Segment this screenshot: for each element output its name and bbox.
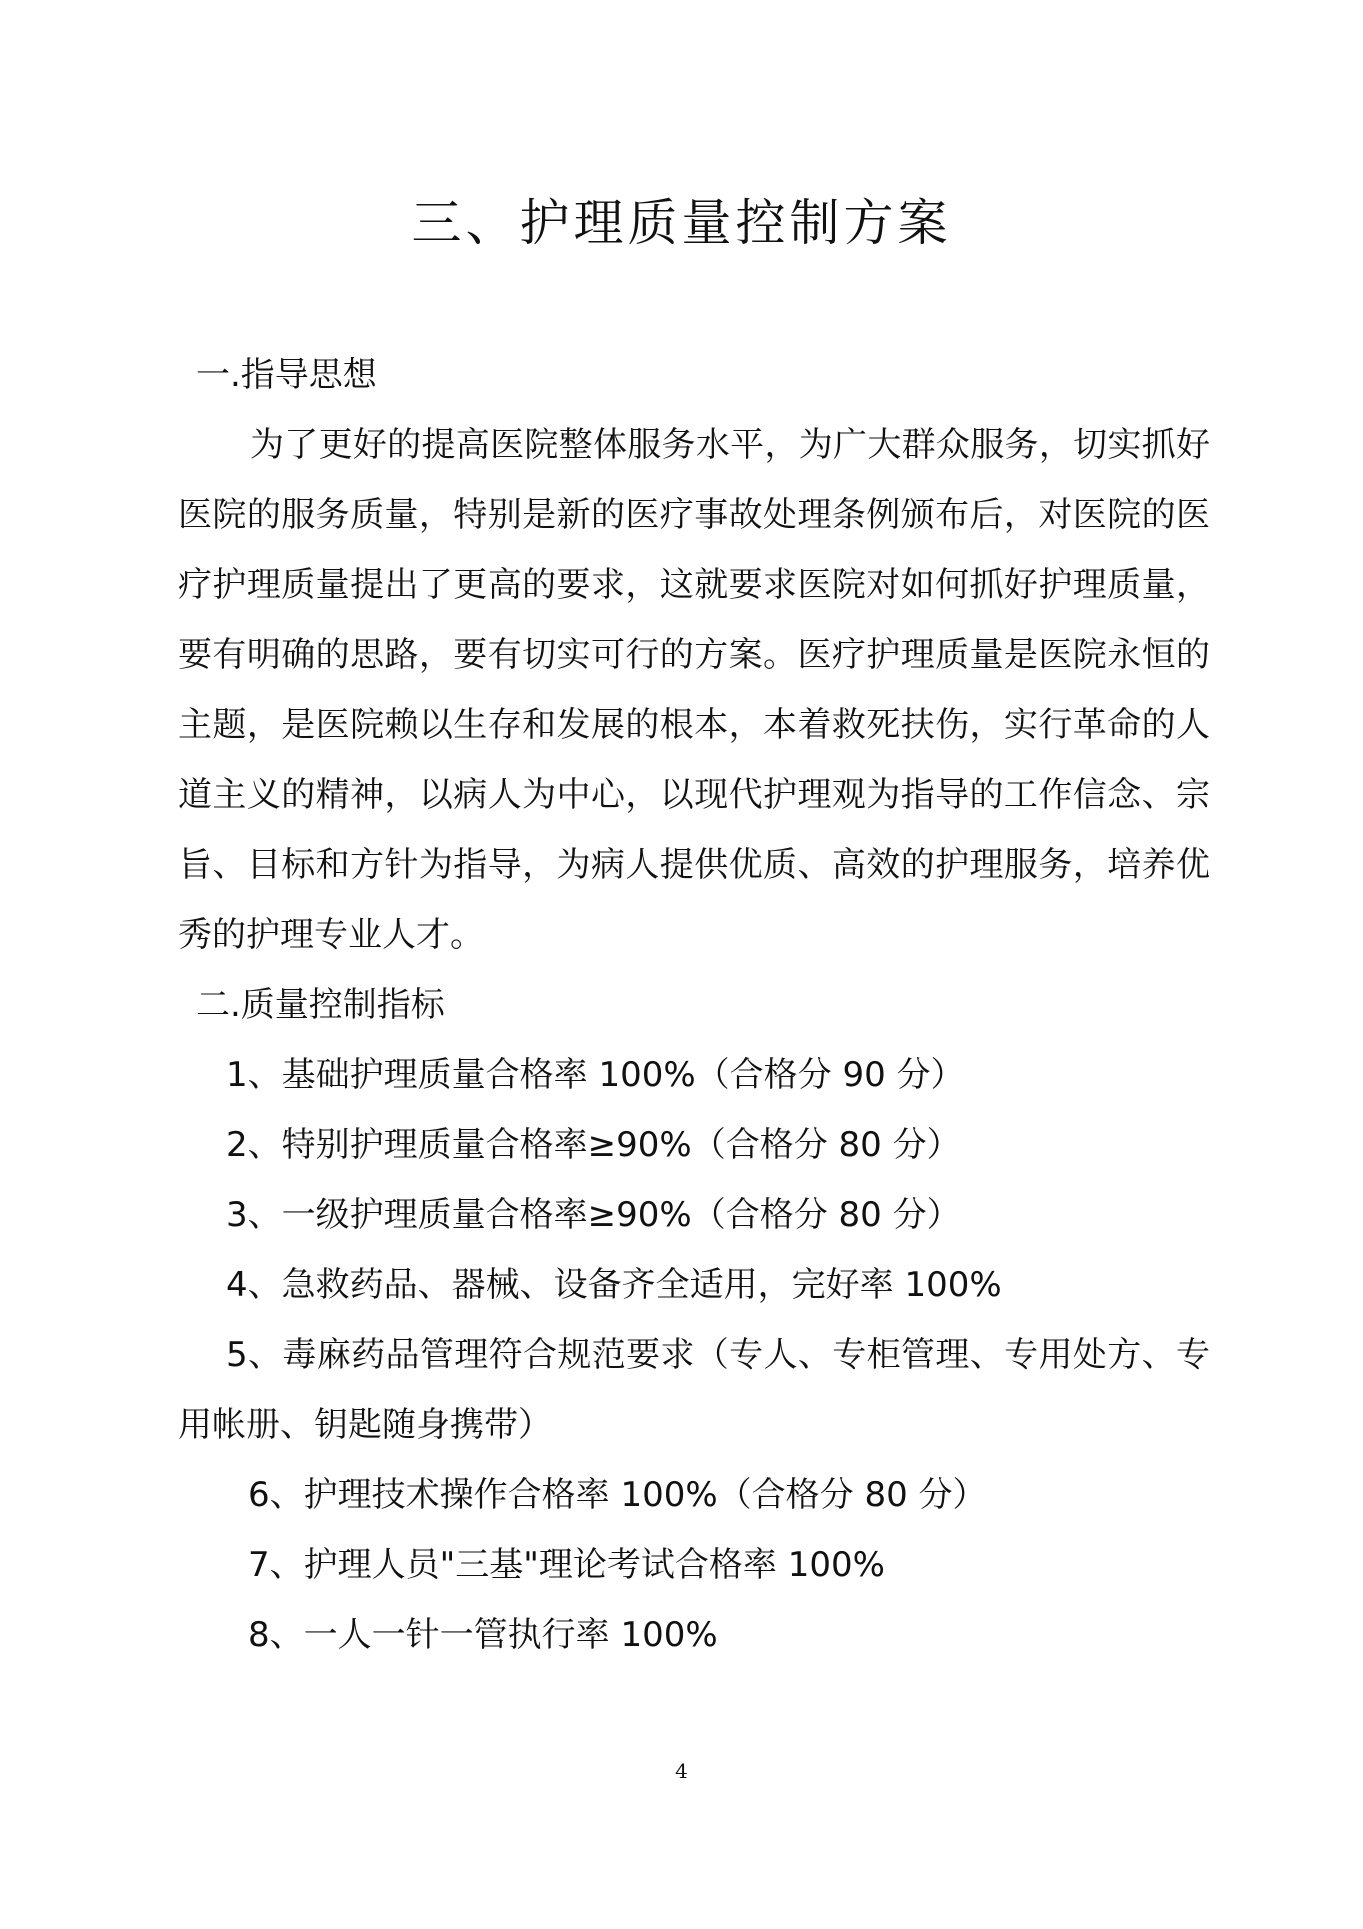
section-heading-guiding-ideology: 一.指导思想 — [196, 355, 377, 395]
quality-indicator-item-3: 3、一级护理质量合格率≥90%（合格分 80 分） — [226, 1195, 961, 1235]
page-title: 三、护理质量控制方案 — [411, 194, 952, 252]
paragraph-line-4: 要有明确的思路，要有切实可行的方案。医疗护理质量是医院永恒的 — [178, 635, 1210, 675]
paragraph-line-7: 旨、目标和方针为指导，为病人提供优质、高效的护理服务，培养优 — [178, 845, 1210, 885]
paragraph-line-6: 道主义的精神，以病人为中心，以现代护理观为指导的工作信念、宗 — [178, 775, 1210, 815]
quality-indicator-item-2: 2、特别护理质量合格率≥90%（合格分 80 分） — [226, 1125, 961, 1165]
section-heading-quality-indicators: 二.质量控制指标 — [196, 985, 445, 1025]
paragraph-line-1: 为了更好的提高医院整体服务水平，为广大群众服务，切实抓好 — [250, 425, 1210, 465]
quality-indicator-item-4: 4、急救药品、器械、设备齐全适用，完好率 100% — [226, 1265, 1002, 1305]
paragraph-line-8: 秀的护理专业人才。 — [178, 915, 484, 955]
quality-indicator-item-5-line-2: 用帐册、钥匙随身携带） — [178, 1405, 552, 1445]
paragraph-line-5: 主题，是医院赖以生存和发展的根本，本着救死扶伤，实行革命的人 — [178, 705, 1210, 745]
quality-indicator-item-5-line-1: 5、毒麻药品管理符合规范要求（专人、专柜管理、专用处方、专 — [226, 1335, 1210, 1375]
quality-indicator-item-6: 6、护理技术操作合格率 100%（合格分 80 分） — [248, 1475, 987, 1515]
quality-indicator-item-1: 1、基础护理质量合格率 100%（合格分 90 分） — [226, 1055, 965, 1095]
quality-indicator-item-8: 8、一人一针一管执行率 100% — [248, 1615, 718, 1655]
page-number: 4 — [675, 1759, 688, 1783]
paragraph-line-3: 疗护理质量提出了更高的要求，这就要求医院对如何抓好护理质量， — [178, 565, 1210, 605]
paragraph-line-2: 医院的服务质量，特别是新的医疗事故处理条例颁布后，对医院的医 — [178, 495, 1210, 535]
quality-indicator-item-7: 7、护理人员"三基"理论考试合格率 100% — [248, 1545, 885, 1585]
